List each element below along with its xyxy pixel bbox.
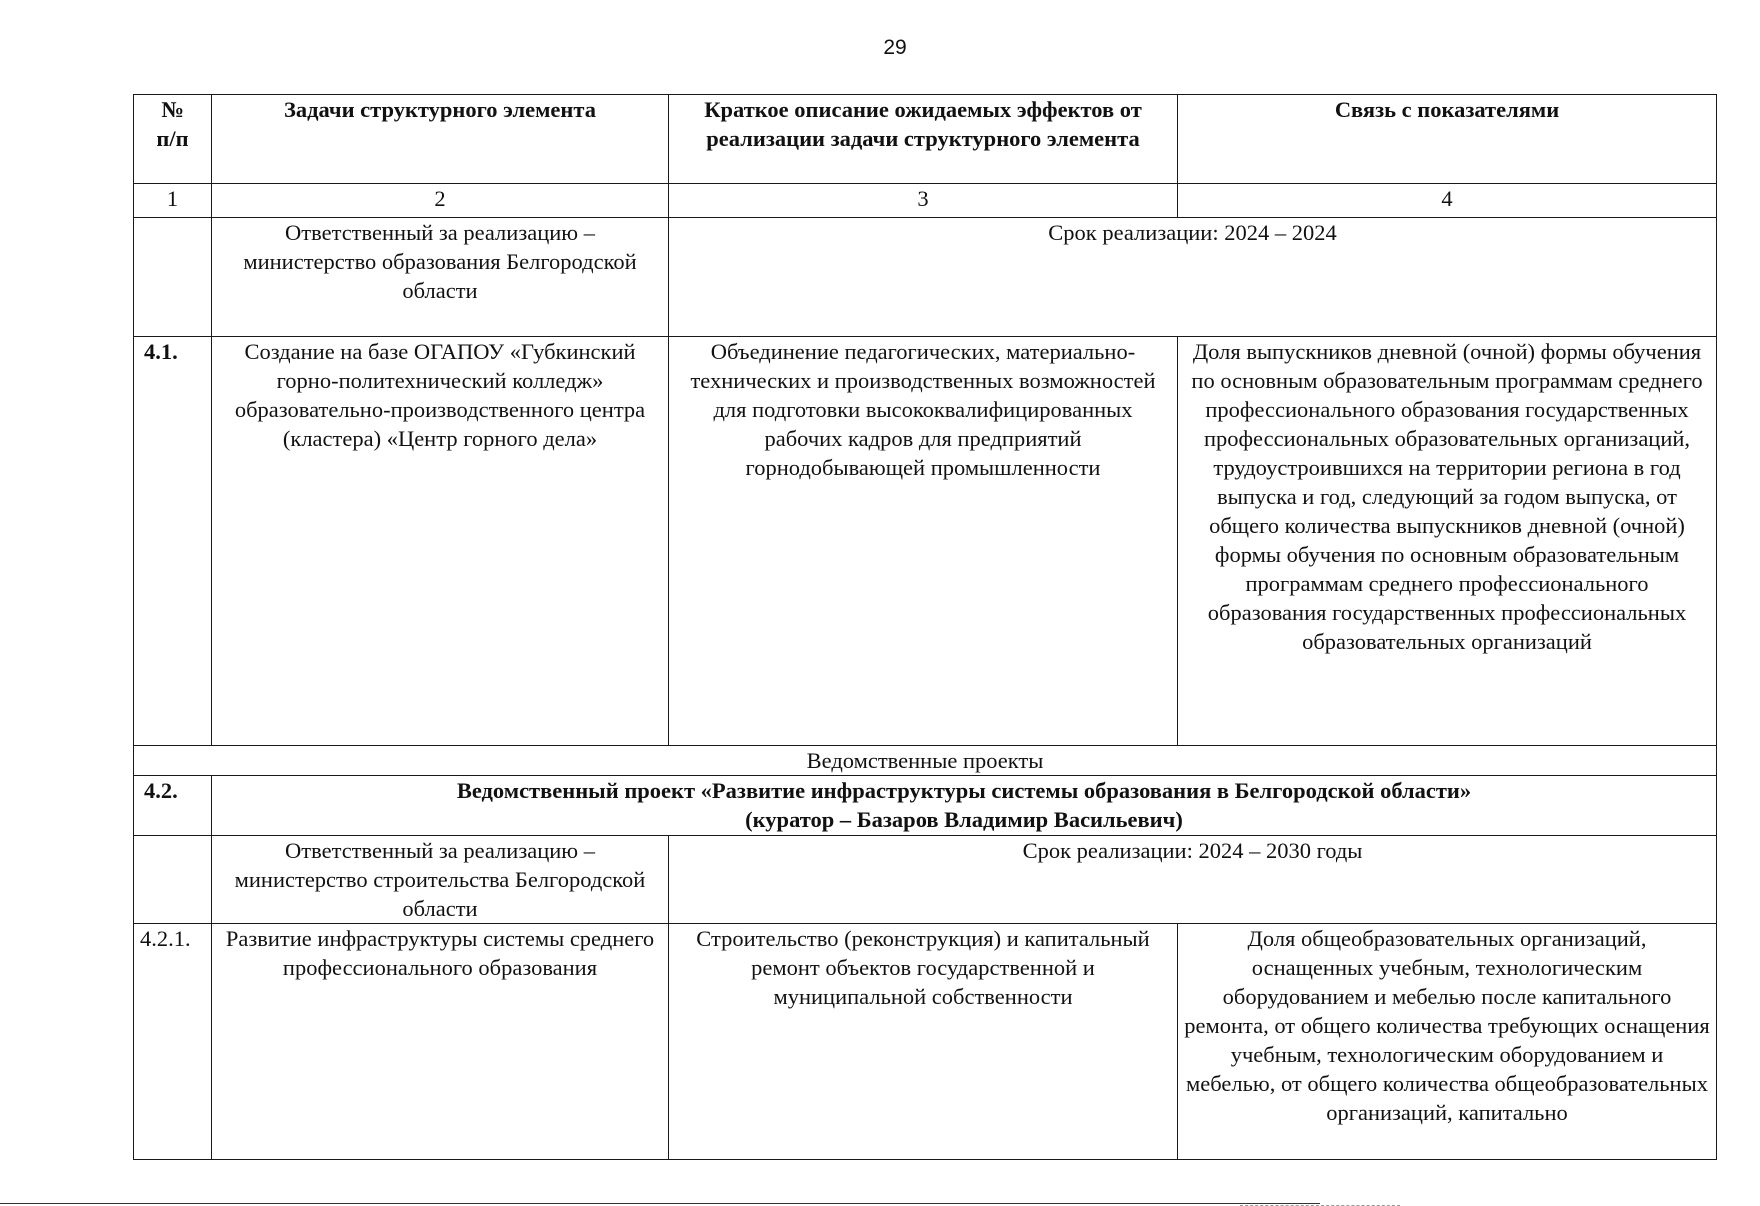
responsible-row-2 xyxy=(134,836,1717,924)
task-4-1: Создание на базе ОГАПОУ «Губкинский горно-политехнический колледж» образовательно-производственного центра (кластера) «Центр горного дела» xyxy=(212,337,669,746)
header-effects: Краткое описание ожидаемых эффектов от реализации задачи структурного элемента xyxy=(669,95,1178,184)
header-indicators: Связь с показателями xyxy=(1178,95,1717,184)
row-number-4-2: 4.2. xyxy=(134,776,212,836)
indicator-4-1: Доля выпускников дневной (очной) формы обучения по основным образовательным программам среднего профессионального образования государственных профессиональных образовательных организаций, трудоустроившихся на территории региона в год выпуска и год, следующий за годом выпуска, от общего количества выпускников дневной (очной) формы обучения по основным образовательным программам среднего профессионального образования государственных профессиональных образовательных организаций xyxy=(1178,337,1717,746)
page-bottom-rule xyxy=(0,1203,1320,1204)
page-number: 29 xyxy=(883,36,907,59)
empty-cell xyxy=(134,836,212,924)
row-number-4-2-1: 4.2.1. xyxy=(134,924,212,1160)
header-number: № п/п xyxy=(134,95,212,184)
section-title: Ведомственные проекты xyxy=(134,746,1717,776)
column-number-1: 1 xyxy=(134,184,212,218)
responsible-text-1: Ответственный за реализацию – министерство образования Белгородской области xyxy=(212,218,669,337)
table-header-row xyxy=(134,95,1717,184)
table-row-4-1 xyxy=(134,337,1717,746)
effect-4-2-1: Строительство (реконструкция) и капитальный ремонт объектов государственной и муниципальной собственности xyxy=(669,924,1178,1160)
implementation-term-1: Срок реализации: 2024 – 2024 xyxy=(669,218,1717,337)
section-row-departmental-projects xyxy=(134,746,1717,776)
empty-cell xyxy=(134,218,212,337)
structural-elements-table xyxy=(133,94,1717,1160)
responsible-text-2: Ответственный за реализацию – министерство строительства Белгородской области xyxy=(212,836,669,924)
responsible-row-1 xyxy=(134,218,1717,337)
column-number-3: 3 xyxy=(669,184,1178,218)
implementation-term-2: Срок реализации: 2024 – 2030 годы xyxy=(669,836,1717,924)
indicator-4-2-1: Доля общеобразовательных организаций, оснащенных учебным, технологическим оборудованием и мебелью после капитального ремонта, от общего количества требующих оснащения учебным, технологическим оборудованием и мебелью, от общего количества общеобразовательных организаций, капитально xyxy=(1178,924,1717,1160)
row-number-4-1: 4.1. xyxy=(134,337,212,746)
column-number-4: 4 xyxy=(1178,184,1717,218)
column-number-2: 2 xyxy=(212,184,669,218)
table-row-4-2-1 xyxy=(134,924,1717,1160)
task-4-2-1: Развитие инфраструктуры системы среднего профессионального образования xyxy=(212,924,669,1160)
project-title-4-2 xyxy=(212,776,1717,836)
column-number-row xyxy=(134,184,1717,218)
table-row-4-2 xyxy=(134,776,1717,836)
effect-4-1: Объединение педагогических, материально-технических и производственных возможностей для подготовки высококвалифицированных рабочих кадров для предприятий горнодобывающей промышленности xyxy=(669,337,1178,746)
header-tasks: Задачи структурного элемента xyxy=(212,95,669,184)
project-title-line-1: Ведомственный проект «Развитие инфраструктуры системы образования в Белгородской области» xyxy=(456,778,1472,803)
project-curator-line: (куратор – Базаров Владимир Васильевич) xyxy=(745,807,1183,832)
